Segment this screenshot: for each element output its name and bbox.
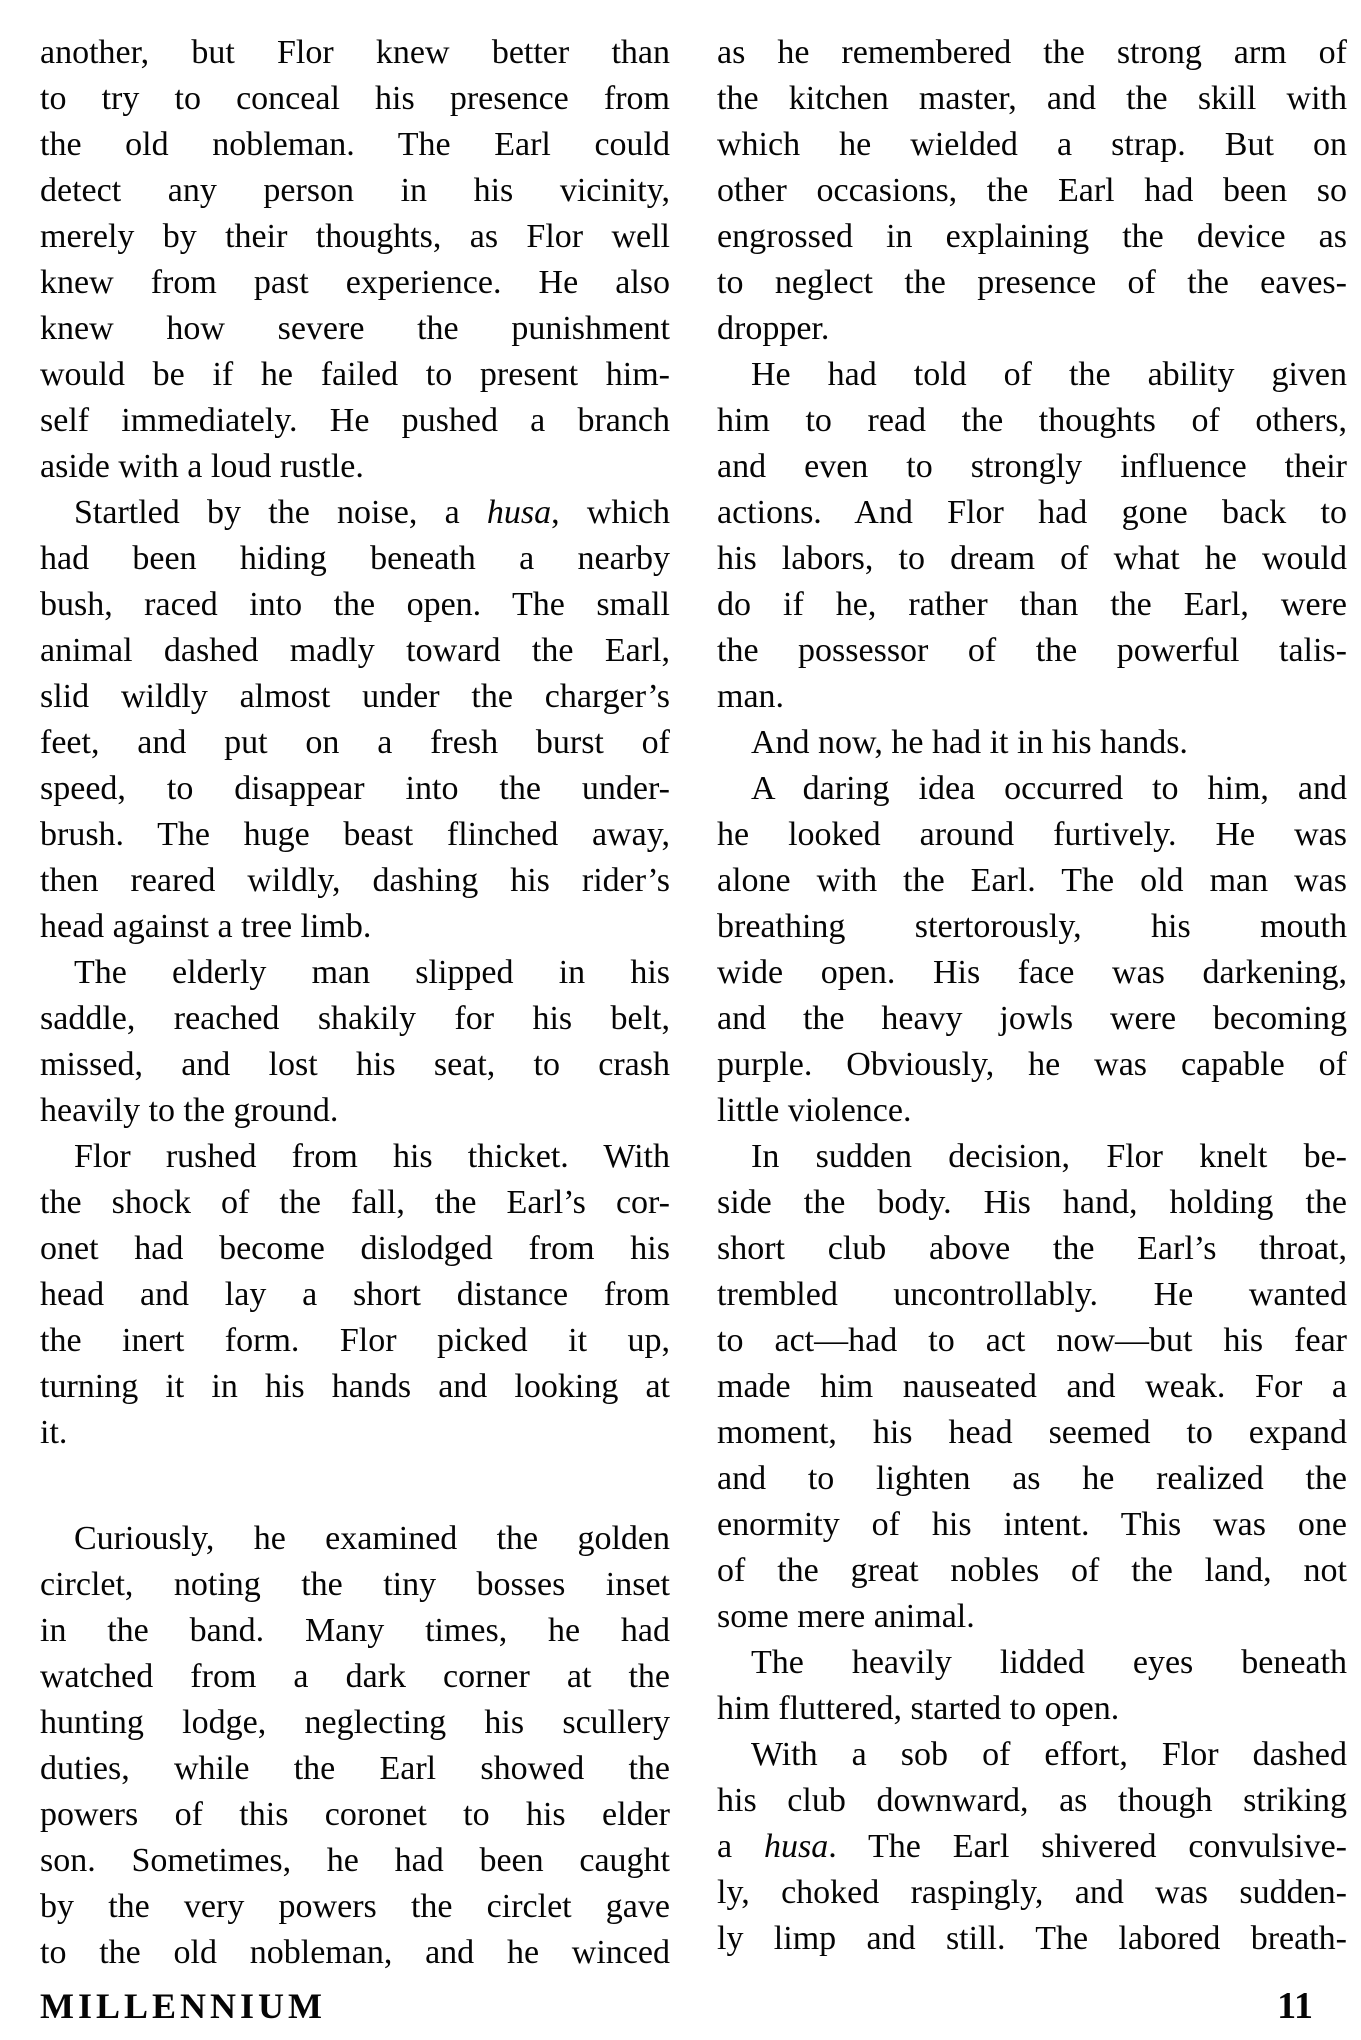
text-line: another, but Flor knew better than — [40, 34, 670, 71]
text-line: ly limp and still. The labored breath- — [717, 1920, 1347, 1957]
text-line: a husa. The Earl shivered convulsive- — [717, 1828, 1348, 1865]
text-line: son. Sometimes, he had been caught — [40, 1842, 670, 1879]
text-line: The elderly man slipped in his — [74, 954, 670, 991]
text-line: then reared wildly, dashing his rider’s — [40, 862, 670, 899]
paragraph — [717, 352, 1347, 720]
text-line: would be if he failed to present him- — [40, 356, 670, 393]
text-line: ly, choked raspingly, and was sudden- — [717, 1874, 1347, 1911]
text-line: wide open. His face was darkening, — [717, 954, 1347, 991]
text-line: and even to strongly influence their — [717, 448, 1347, 485]
text-line: A daring idea occurred to him, and — [751, 770, 1347, 807]
text-line: to the old nobleman, and he winced — [40, 1934, 670, 1971]
text-line: hunting lodge, neglecting his scullery — [40, 1704, 670, 1741]
text-line: he looked around furtively. He was — [717, 816, 1347, 853]
paragraph — [717, 1134, 1347, 1640]
text-line: as he remembered the strong arm of — [717, 34, 1347, 71]
text-line: head and lay a short distance from — [40, 1276, 670, 1313]
text-line: slid wildly almost under the charger’s — [40, 678, 670, 715]
paragraph — [717, 720, 1347, 766]
right-text-column — [717, 30, 1347, 1976]
page-footer — [40, 1984, 1313, 2028]
text-line: animal dashed madly toward the Earl, — [40, 632, 670, 669]
text-line: Curiously, he examined the golden — [74, 1520, 670, 1557]
text-line: heavily to the ground. — [40, 1092, 339, 1129]
text-line: brush. The huge beast flinched away, — [40, 816, 670, 853]
text-line: purple. Obviously, he was capable of — [717, 1046, 1347, 1083]
text-line: bush, raced into the open. The small — [40, 586, 670, 623]
text-line: duties, while the Earl showed the — [40, 1750, 670, 1787]
text-line: breathing stertorously, his mouth — [717, 908, 1347, 945]
text-line: in the band. Many times, he had — [40, 1612, 670, 1649]
text-line: the old nobleman. The Earl could — [40, 126, 670, 163]
text-line: Startled by the noise, a husa, which — [74, 494, 670, 531]
text-line: to neglect the presence of the eaves- — [717, 264, 1347, 301]
paragraph — [40, 490, 670, 950]
text-line: to act—had to act now—but his fear — [717, 1322, 1347, 1359]
paragraph — [717, 1640, 1347, 1732]
text-line: powers of this coronet to his elder — [40, 1796, 670, 1833]
text-line: watched from a dark corner at the — [40, 1658, 670, 1695]
text-line: had been hiding beneath a nearby — [40, 540, 670, 577]
text-line: by the very powers the circlet gave — [40, 1888, 670, 1925]
text-line: engrossed in explaining the device as — [717, 218, 1347, 255]
text-line: the kitchen master, and the skill with — [717, 80, 1347, 117]
paragraph — [717, 766, 1347, 1134]
text-line: to try to conceal his presence from — [40, 80, 670, 117]
text-line: of the great nobles of the land, not — [717, 1552, 1347, 1589]
text-line: moment, his head seemed to expand — [717, 1414, 1347, 1451]
paragraph — [717, 1732, 1347, 1962]
text-line: little violence. — [717, 1092, 912, 1129]
page-number: 11 — [1277, 1985, 1313, 2027]
text-line: knew how severe the punishment — [40, 310, 670, 347]
text-line: some mere animal. — [717, 1598, 975, 1635]
text-line: him fluttered, started to open. — [717, 1690, 1120, 1727]
text-line: side the body. His hand, holding the — [717, 1184, 1347, 1221]
paragraph — [40, 30, 670, 490]
text-line: it. — [40, 1414, 68, 1451]
text-line: And now, he had it in his hands. — [751, 724, 1188, 761]
text-line: speed, to disappear into the under- — [40, 770, 670, 807]
text-line: turning it in his hands and looking at — [40, 1368, 670, 1405]
text-line: do if he, rather than the Earl, were — [717, 586, 1347, 623]
text-line: saddle, reached shakily for his belt, — [40, 1000, 670, 1037]
text-line: short club above the Earl’s throat, — [717, 1230, 1347, 1267]
text-line: missed, and lost his seat, to crash — [40, 1046, 670, 1083]
text-line: and the heavy jowls were becoming — [717, 1000, 1347, 1037]
text-line: With a sob of effort, Flor dashed — [751, 1736, 1347, 1773]
text-line: onet had become dislodged from his — [40, 1230, 670, 1267]
text-line: The heavily lidded eyes beneath — [751, 1644, 1347, 1681]
paragraph — [40, 1134, 670, 1456]
text-line: Flor rushed from his thicket. With — [74, 1138, 670, 1175]
text-line: self immediately. He pushed a branch — [40, 402, 670, 439]
text-line: him to read the thoughts of others, — [717, 402, 1347, 439]
text-line: In sudden decision, Flor knelt be- — [751, 1138, 1347, 1175]
text-line: circlet, noting the tiny bosses inset — [40, 1566, 670, 1603]
text-line: dropper. — [717, 310, 830, 347]
text-line: other occasions, the Earl had been so — [717, 172, 1347, 209]
text-line: detect any person in his vicinity, — [40, 172, 670, 209]
text-line: merely by their thoughts, as Flor well — [40, 218, 670, 255]
paragraph — [717, 30, 1347, 352]
text-line: actions. And Flor had gone back to — [717, 494, 1347, 531]
text-line: enormity of his intent. This was one — [717, 1506, 1347, 1543]
text-line: He had told of the ability given — [751, 356, 1347, 393]
text-line: aside with a loud rustle. — [40, 448, 364, 485]
text-line: the possessor of the powerful talis- — [717, 632, 1347, 669]
paragraph — [40, 950, 670, 1134]
text-line: made him nauseated and weak. For a — [717, 1368, 1347, 1405]
text-line: head against a tree limb. — [40, 908, 372, 945]
magazine-title: MILLENNIUM — [40, 1986, 327, 2026]
text-line: alone with the Earl. The old man was — [717, 862, 1347, 899]
left-text-column — [40, 30, 670, 1976]
text-line: knew from past experience. He also — [40, 264, 670, 301]
text-line: and to lighten as he realized the — [717, 1460, 1347, 1497]
text-line: his club downward, as though striking — [717, 1782, 1347, 1819]
text-line: feet, and put on a fresh burst of — [40, 724, 670, 761]
text-line: which he wielded a strap. But on — [717, 126, 1347, 163]
text-line: the shock of the fall, the Earl’s cor- — [40, 1184, 670, 1221]
text-line: man. — [717, 678, 785, 715]
paragraph — [40, 1516, 670, 1976]
text-line: the inert form. Flor picked it up, — [40, 1322, 670, 1359]
text-line: his labors, to dream of what he would — [717, 540, 1347, 577]
text-line: trembled uncontrollably. He wanted — [717, 1276, 1347, 1313]
